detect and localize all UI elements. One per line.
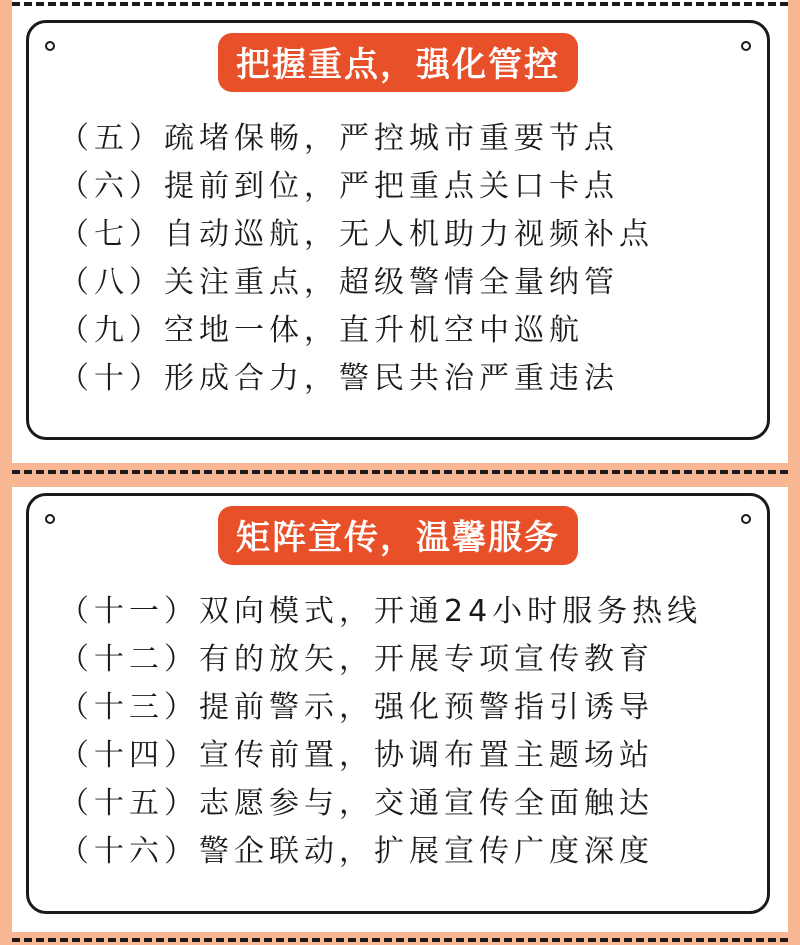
top-dashed-divider <box>12 2 788 6</box>
list-item: （十）形成合力，警民共治严重违法 <box>59 361 619 396</box>
bottom-dashed-divider <box>12 938 788 942</box>
list-item: （十六）警企联动，扩展宣传广度深度 <box>59 834 654 869</box>
list-item: （七）自动巡航，无人机助力视频补点 <box>59 217 654 252</box>
list-item: （九）空地一体，直升机空中巡航 <box>59 313 584 348</box>
list-item: （十四）宣传前置，协调布置主题场站 <box>59 738 654 773</box>
list-item: （十五）志愿参与，交通宣传全面触达 <box>59 786 654 821</box>
punch-hole-icon <box>45 41 55 51</box>
list-item: （五）疏堵保畅，严控城市重要节点 <box>59 121 619 156</box>
punch-hole-icon <box>741 514 751 524</box>
list-item: （十二）有的放矢，开展专项宣传教育 <box>59 642 654 677</box>
punch-hole-icon <box>741 41 751 51</box>
list-item: （十一）双向模式，开通24小时服务热线 <box>59 594 703 629</box>
middle-dashed-divider <box>12 470 788 474</box>
measure-list <box>59 588 702 876</box>
card-key-control <box>26 20 770 440</box>
card-publicity-service <box>26 493 770 914</box>
section-title: 把握重点，强化管控 <box>218 33 578 92</box>
list-item: （十三）提前警示，强化预警指引诱导 <box>59 690 654 725</box>
punch-hole-icon <box>45 514 55 524</box>
list-item: （八）关注重点，超级警情全量纳管 <box>59 265 619 300</box>
section-title: 矩阵宣传，温馨服务 <box>218 506 578 565</box>
list-item: （六）提前到位，严把重点关口卡点 <box>59 169 619 204</box>
measure-list <box>59 115 654 403</box>
